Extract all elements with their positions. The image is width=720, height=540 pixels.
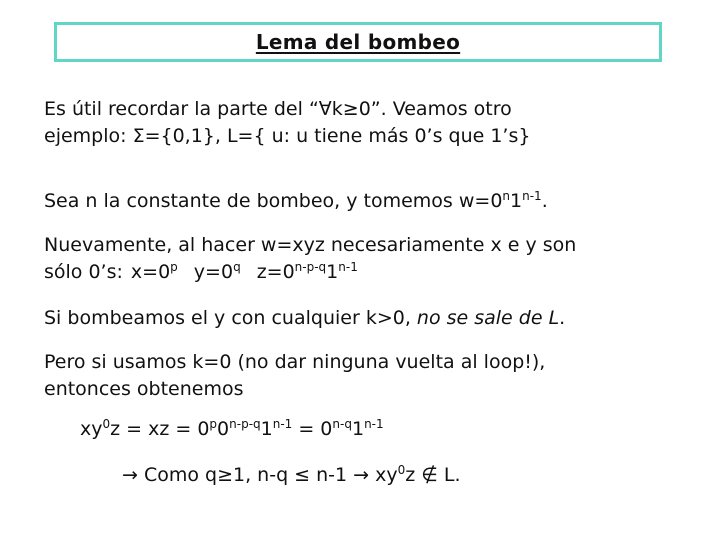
eq-exp-p: p bbox=[209, 417, 218, 431]
equation-conclusion bbox=[122, 464, 460, 486]
eq-exp-n-p-q: n-p-q bbox=[229, 417, 261, 431]
paragraph-intro bbox=[44, 96, 530, 150]
implies-arrow-icon: → bbox=[122, 464, 138, 486]
equation-pumped bbox=[80, 418, 384, 440]
paragraph-word bbox=[44, 188, 548, 215]
word-exp-n: n bbox=[502, 189, 511, 203]
conclusion-not-in-L: z ∉ L. bbox=[405, 464, 461, 486]
slide-title: Lema del bombeo bbox=[255, 30, 461, 54]
eq-exp-n-1-b: n-1 bbox=[364, 417, 384, 431]
paragraph-pump bbox=[44, 305, 565, 332]
conclusion-exp-0: 0 bbox=[397, 463, 406, 477]
eq-result-zero: = 0 bbox=[292, 418, 333, 440]
word-one: 1 bbox=[510, 190, 523, 212]
eq-one: 1 bbox=[260, 418, 273, 440]
y-def: y=0 bbox=[193, 261, 234, 283]
decomposition-prefix: sólo 0’s: bbox=[44, 261, 123, 283]
decomposition-line-1: Nuevamente, al hacer w=xyz necesariamente x e y son bbox=[44, 234, 577, 256]
title-box bbox=[54, 22, 662, 62]
eq-xy: xy bbox=[80, 418, 103, 440]
paragraph-k-zero bbox=[44, 349, 545, 403]
word-period: . bbox=[541, 190, 548, 212]
z-one: 1 bbox=[326, 261, 339, 283]
eq-zero: 0 bbox=[217, 418, 230, 440]
eq-xz: z = xz = 0 bbox=[110, 418, 210, 440]
eq-exp-n-q: n-q bbox=[332, 417, 352, 431]
z-exp-1: n-p-q bbox=[294, 260, 327, 274]
pump-emphasis: no se sale de L bbox=[416, 307, 560, 329]
conclusion-xy: xy bbox=[369, 464, 398, 486]
implies-arrow-icon-2: → bbox=[353, 464, 370, 486]
y-exp: q bbox=[233, 260, 241, 274]
word-exp-n-minus-1: n-1 bbox=[522, 189, 542, 203]
word-text: Sea n la constante de bombeo, y tomemos w=0 bbox=[44, 190, 503, 212]
k-zero-line-2: entonces obtenemos bbox=[44, 378, 244, 400]
eq-result-one: 1 bbox=[351, 418, 365, 440]
conclusion-text: Como q≥1, n-q ≤ n-1 bbox=[137, 464, 354, 486]
intro-line-2: ejemplo: Σ={0,1}, L={ u: u tiene más 0’s que 1’s} bbox=[44, 125, 531, 147]
x-exp: p bbox=[170, 260, 178, 274]
eq-exp-n-1: n-1 bbox=[272, 417, 293, 431]
x-def: x=0 bbox=[130, 261, 171, 283]
z-exp-2: n-1 bbox=[338, 260, 358, 274]
eq-exp-0: 0 bbox=[102, 417, 111, 431]
z-def: z=0 bbox=[256, 261, 295, 283]
intro-line-1: Es útil recordar la parte del “∀k≥0”. Veamos otro bbox=[44, 98, 512, 120]
paragraph-decomposition bbox=[44, 232, 576, 286]
pump-text: Si bombeamos el y con cualquier k>0, bbox=[44, 307, 417, 329]
k-zero-line-1: Pero si usamos k=0 (no dar ninguna vuelta al loop!), bbox=[44, 351, 546, 373]
pump-period: . bbox=[559, 307, 566, 329]
decomposition-line-2 bbox=[44, 259, 576, 286]
